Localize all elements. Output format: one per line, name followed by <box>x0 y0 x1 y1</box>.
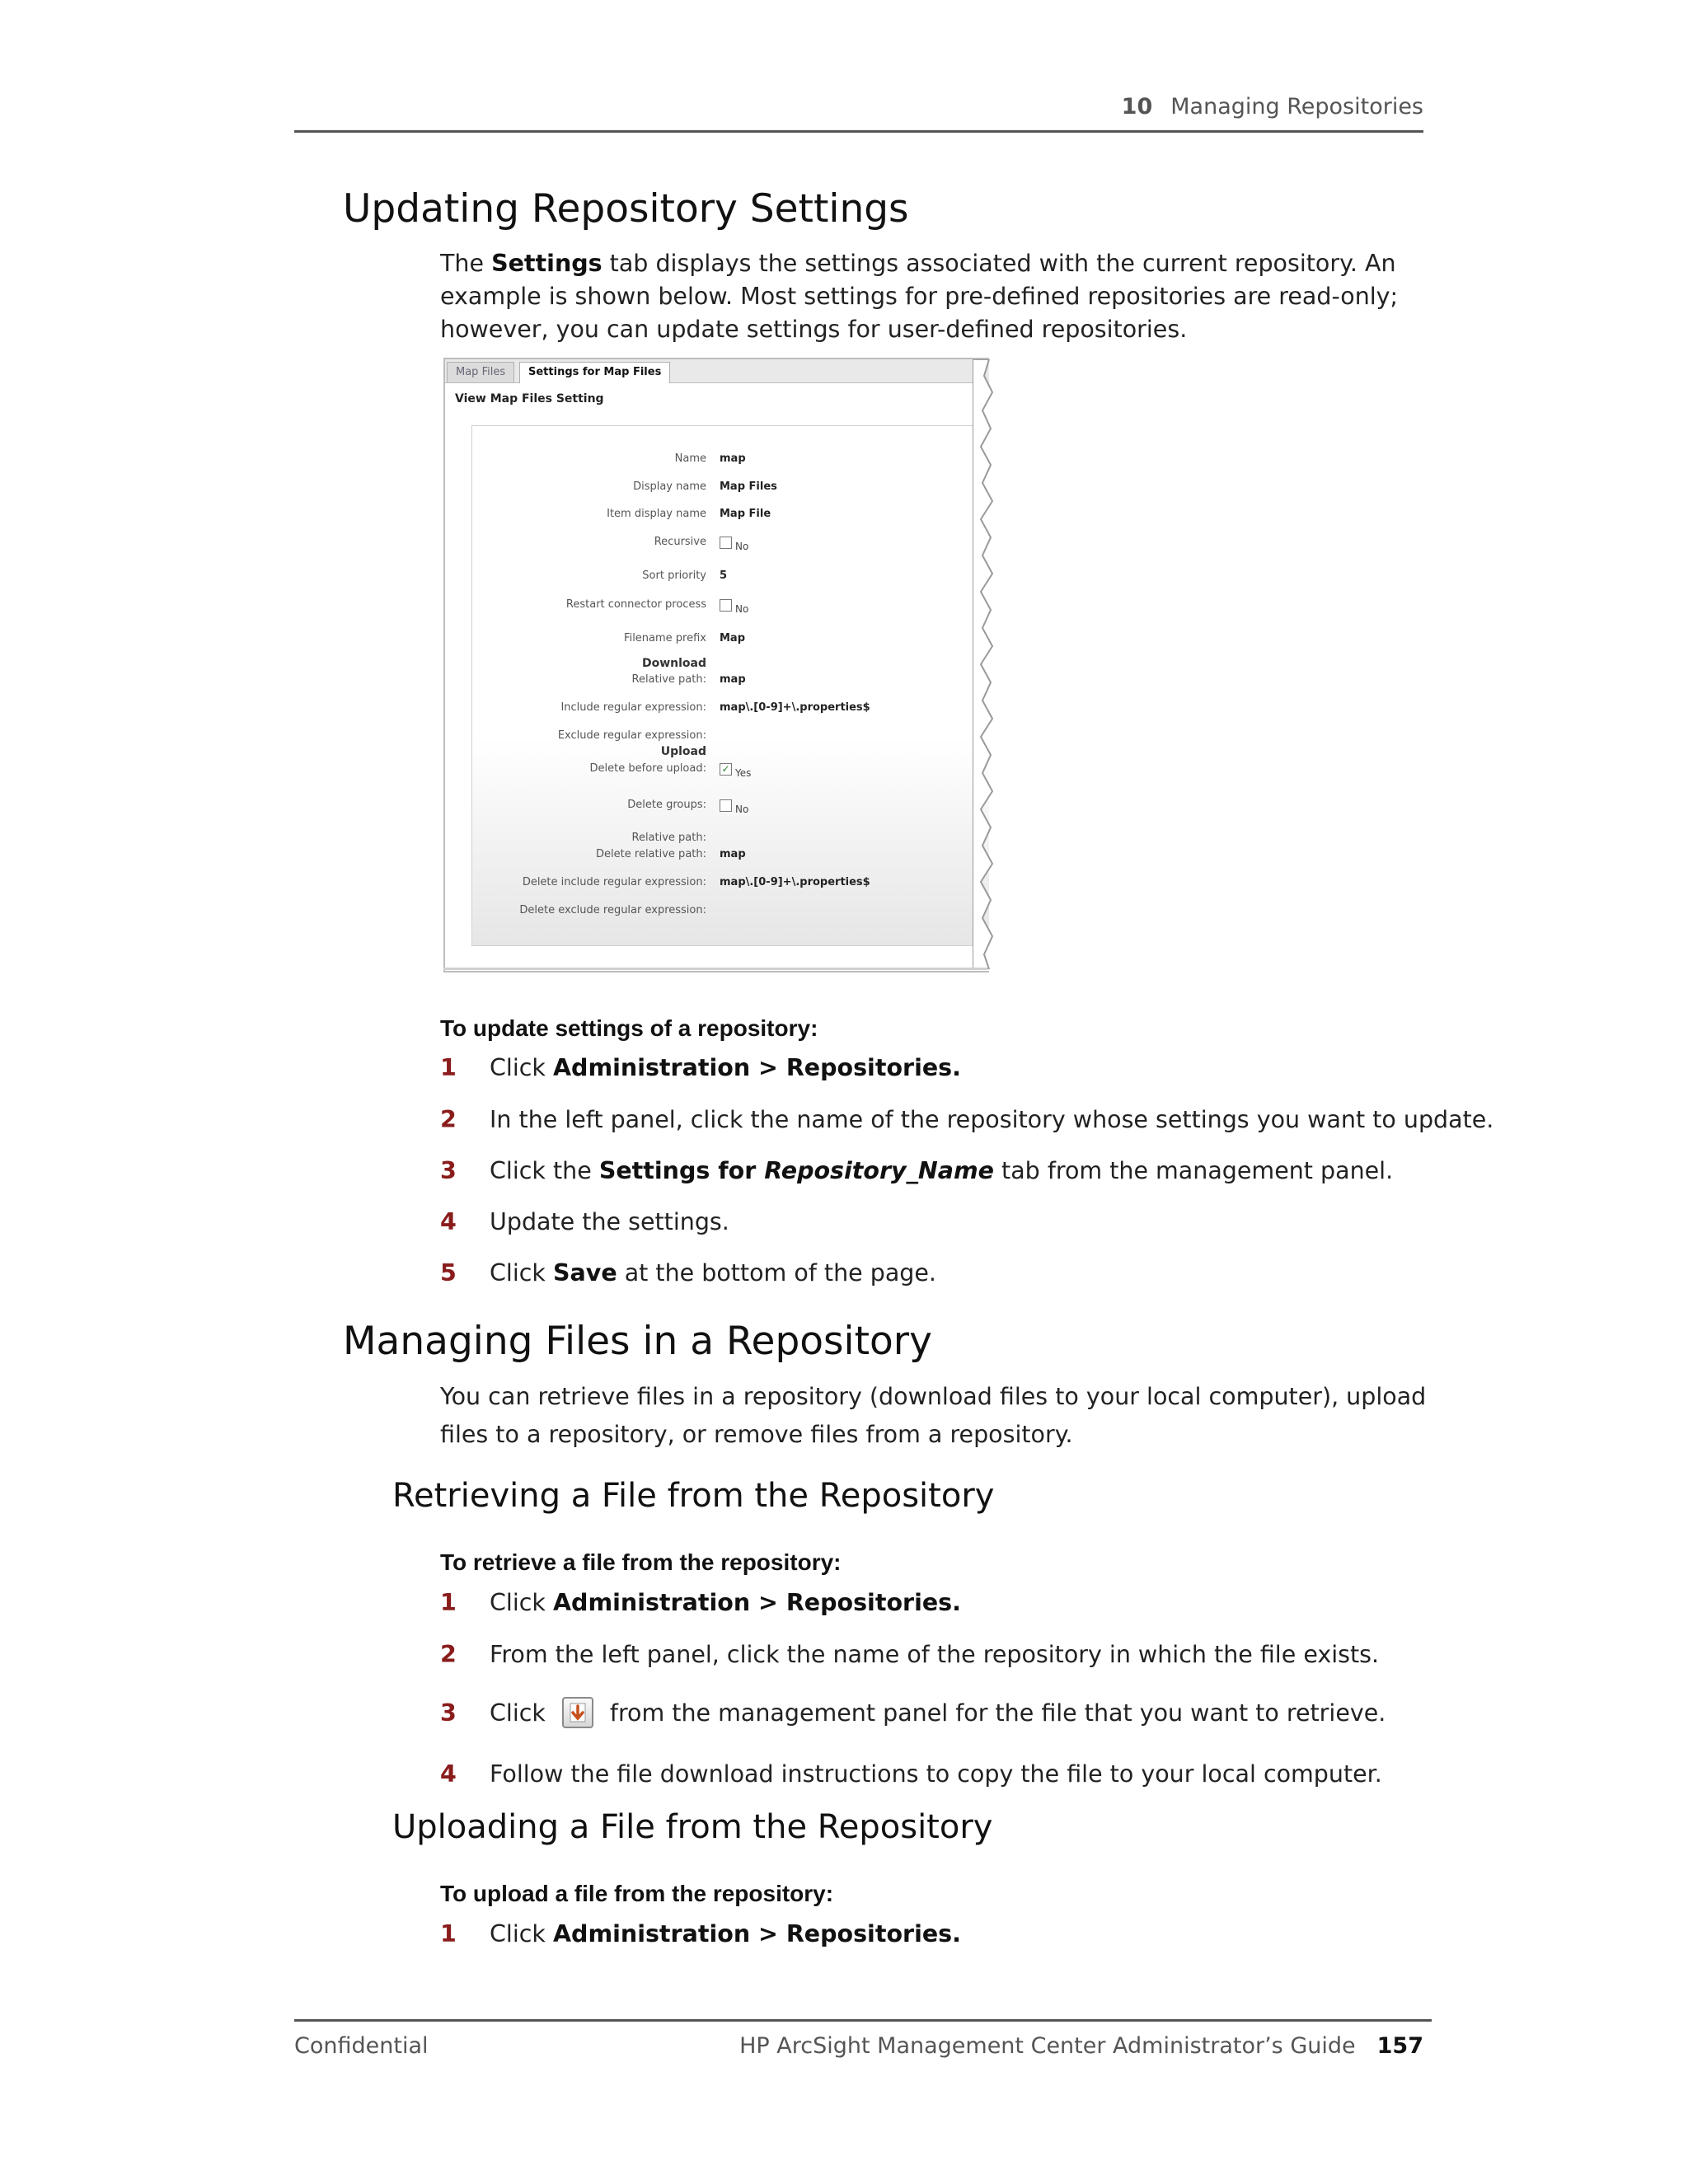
page-number: 157 <box>1376 2033 1423 2059</box>
delete-groups-checkbox <box>720 799 732 812</box>
settings-screenshot <box>443 358 989 972</box>
confidential-label: Confidential <box>294 2033 429 2059</box>
update-step-3: 3 Click the Settings for Repository_Name tab from the management panel. <box>440 1156 1394 1184</box>
screenshot-tab-bar <box>445 359 989 383</box>
setting-row-name: Name map <box>674 452 746 465</box>
tab-settings-for-map-files: Settings for Map Files <box>519 362 670 383</box>
setting-row-delete-groups: Delete groups: No <box>627 799 749 815</box>
chapter-number: 10 <box>1121 94 1153 120</box>
setting-row-recursive: Recursive No <box>654 536 749 552</box>
setting-row-relative-path: Relative path: map <box>631 673 746 686</box>
recursive-checkbox <box>720 537 732 549</box>
setting-row-display-name: Display name Map Files <box>633 480 777 493</box>
setting-row-delete-relative-path: Delete relative path: map <box>596 848 746 860</box>
managing-files-paragraph: You can retrieve files in a repository (download files to your local computer), upload files to a repository, or remove files from a repository. <box>440 1383 1427 1448</box>
setting-section-upload: Upload <box>660 745 706 758</box>
section-title-retrieving-file: Retrieving a File from the Repository <box>392 1477 995 1515</box>
retrieve-step-2: 2 From the left panel, click the name of the repository in which the file exists. <box>440 1640 1380 1668</box>
settings-intro-paragraph: The Settings tab displays the settings associated with the current repository. An example is shown below. Most settings for pre-defined repositories are read-only; however, you can update settings for user-defined repositories. <box>440 250 1399 343</box>
update-step-4: 4 Update the settings. <box>440 1207 729 1235</box>
screenshot-bottom-edge <box>443 968 987 970</box>
procedure-title-update-settings: To update settings of a repository: <box>440 1015 818 1041</box>
section-title-managing-files: Managing Files in a Repository <box>343 1319 932 1364</box>
setting-row-delete-before-upload: Delete before upload: ✓ Yes <box>589 762 752 779</box>
tab-map-files: Map Files <box>447 362 514 382</box>
setting-row-include-regex: Include regular expression: map\.[0-9]+\.properties$ <box>560 701 870 714</box>
page-footer <box>294 2019 1432 2059</box>
torn-edge <box>973 359 997 969</box>
procedure-title-retrieve-file: To retrieve a file from the repository: <box>440 1549 842 1575</box>
download-icon <box>562 1697 593 1728</box>
book-title: HP ArcSight Management Center Administrator’s Guide <box>739 2033 1356 2059</box>
retrieve-step-1: 1 Click Administration > Repositories. <box>440 1588 961 1616</box>
upload-step-1: 1 Click Administration > Repositories. <box>440 1919 961 1947</box>
footer-book-info <box>739 2033 1423 2059</box>
view-title: View Map Files Setting <box>455 392 604 405</box>
chapter-title: Managing Repositories <box>1170 94 1423 120</box>
section-title-updating-settings: Updating Repository Settings <box>343 186 909 232</box>
section-title-uploading-file: Uploading a File from the Repository <box>392 1808 993 1846</box>
setting-row-delete-exclude-regex: Delete exclude regular expression: <box>519 904 706 916</box>
restart-checkbox <box>720 599 732 612</box>
setting-section-download: Download <box>641 657 706 670</box>
update-step-5: 5 Click Save at the bottom of the page. <box>440 1258 936 1286</box>
setting-row-upload-relative-path: Relative path: <box>631 832 706 844</box>
setting-row-restart-connector: Restart connector process No <box>565 598 749 615</box>
delete-before-upload-checkbox: ✓ <box>720 763 732 776</box>
update-step-1: 1 Click Administration > Repositories. <box>440 1053 961 1081</box>
page-header <box>294 89 1423 133</box>
settings-panel <box>471 425 989 946</box>
setting-row-item-display-name: Item display name Map File <box>607 508 771 520</box>
update-step-2: 2 In the left panel, click the name of the repository whose settings you want to update. <box>440 1105 1494 1133</box>
setting-row-exclude-regex: Exclude regular expression: <box>557 729 706 742</box>
running-header <box>1122 94 1423 120</box>
setting-row-delete-include-regex: Delete include regular expression: map\.[0-9]+\.properties$ <box>522 876 870 888</box>
procedure-title-upload-file: To upload a file from the repository: <box>440 1881 834 1906</box>
setting-row-filename-prefix: Filename prefix Map <box>624 632 746 644</box>
retrieve-step-3: 3 Click from the management panel for the file that you want to retrieve. <box>440 1696 1386 1729</box>
retrieve-step-4: 4 Follow the file download instructions to copy the file to your local computer. <box>440 1760 1382 1788</box>
setting-row-sort-priority: Sort priority 5 <box>642 569 728 582</box>
